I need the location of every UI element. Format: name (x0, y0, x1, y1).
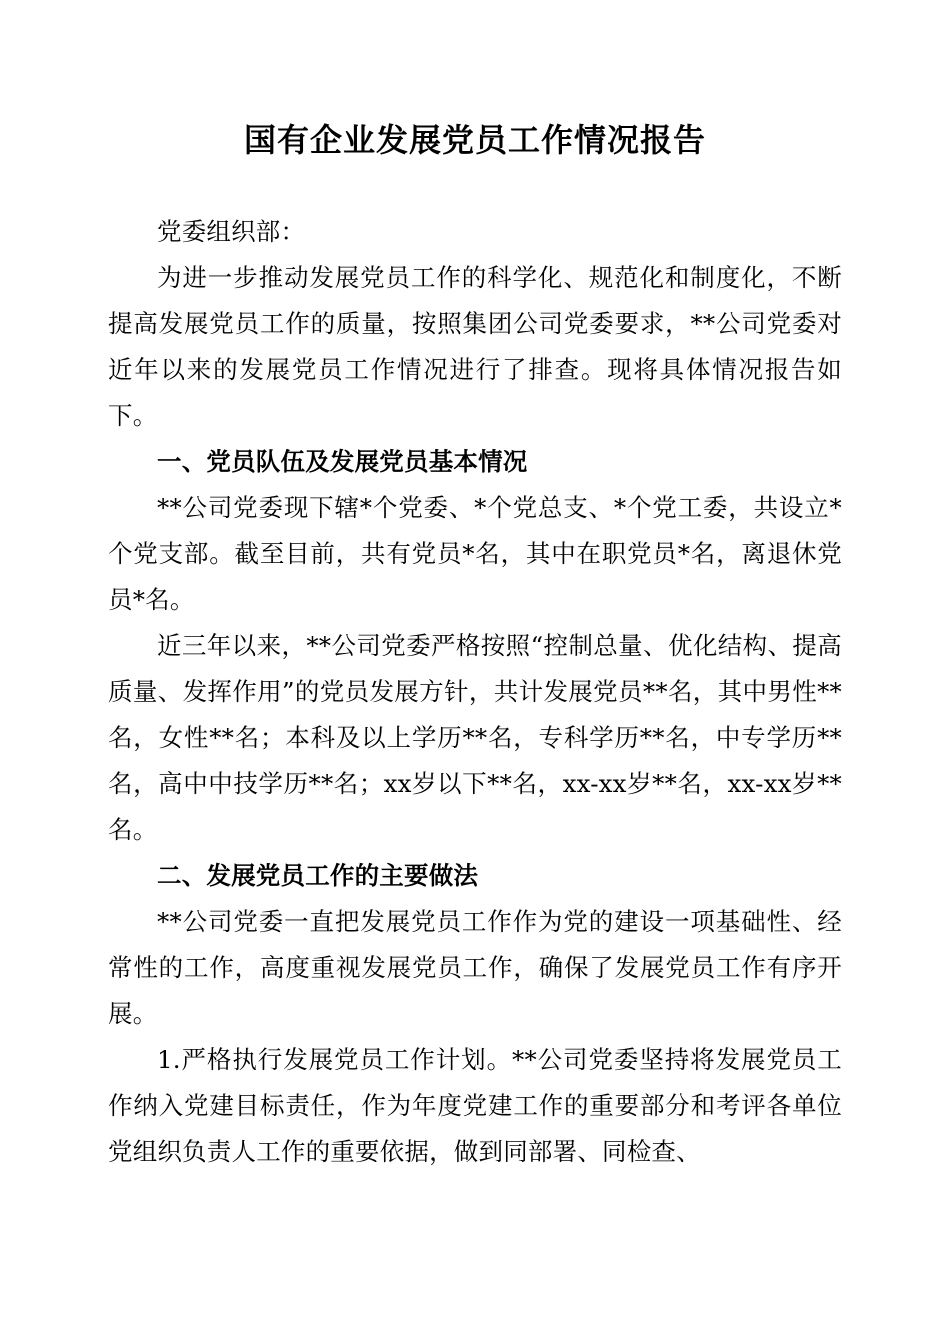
paragraph-main-practices: **公司党委一直把发展党员工作作为党的建设一项基础性、经常性的工作，高度重视发展党员工作，确保了发展党员工作有序开展。 (108, 906, 842, 1028)
section-heading-two: 二、发展党员工作的主要做法 (157, 860, 479, 890)
paragraph-salutation: 党委组织部： (157, 216, 306, 246)
paragraph-intro: 为进一步推动发展党员工作的科学化、规范化和制度化，不断提高发展党员工作的质量，按照集团公司党委要求，**公司党委对近年以来的发展党员工作情况进行了排查。现将具体情况报告如下。 (108, 262, 842, 430)
section-heading-one: 一、党员队伍及发展党员基本情况 (157, 446, 528, 476)
paragraph-item-one: 1.严格执行发展党员工作计划。**公司党委坚持将发展党员工作纳入党建目标责任，作为年度党建工作的重要部分和考评各单位党组织负责人工作的重要依据，做到同部署、同检查、 (108, 1044, 842, 1166)
paragraph-recent-three-years: 近三年以来，**公司党委严格按照“控制总量、优化结构、提高质量、发挥作用”的党员发展方针，共计发展党员**名，其中男性**名，女性**名；本科及以上学历**名，专科学历**名，中专学历**名，高中中技学历**名；xx岁以下**名，xx-xx岁**名，xx-xx岁**名。 (108, 630, 842, 844)
page-title: 国有企业发展党员工作情况报告 (243, 121, 706, 159)
paragraph-party-structure: **公司党委现下辖*个党委、*个党总支、*个党工委，共设立*个党支部。截至目前，共有党员*名，其中在职党员*名，离退休党员*名。 (108, 492, 842, 614)
